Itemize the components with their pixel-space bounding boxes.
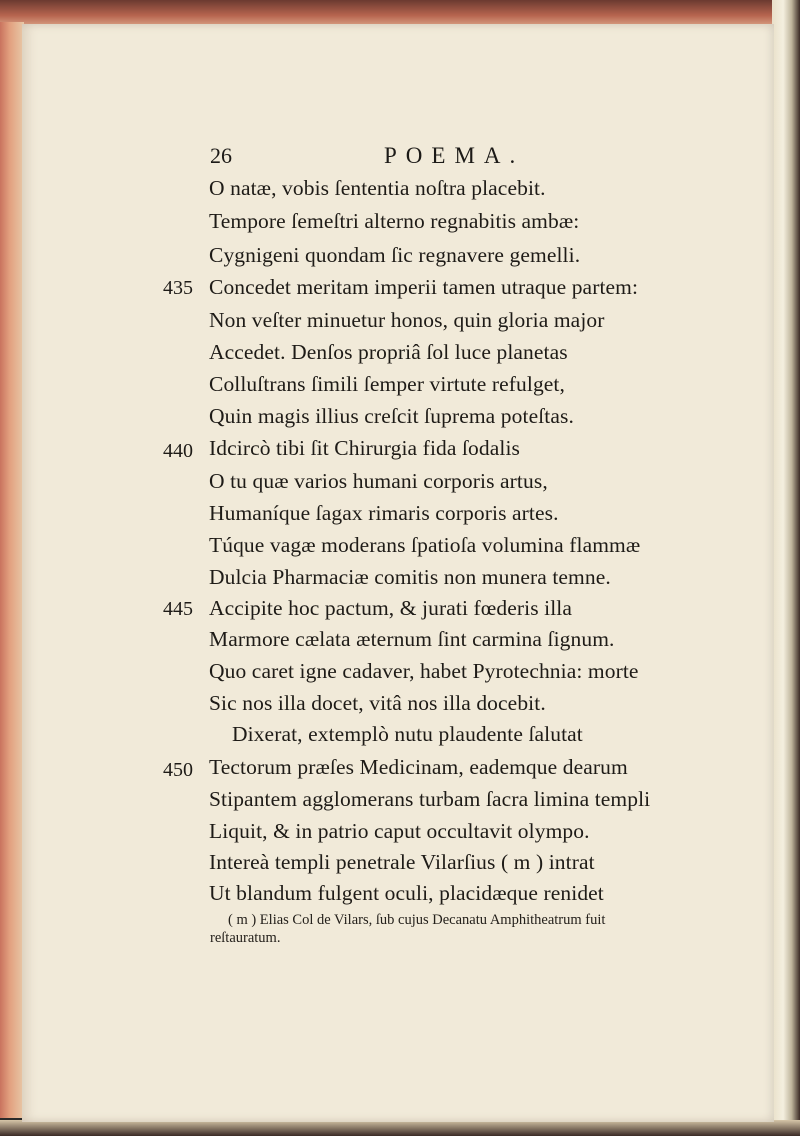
- verse-line: Quin magis illius creſcit ſuprema poteſtas.: [209, 404, 574, 428]
- verse-line: Intereà templi penetrale Vilarſius ( m ) intrat: [209, 850, 595, 874]
- page-header: [0, 143, 800, 173]
- verse-line: Accipite hoc pactum, & jurati fœderis illa: [209, 596, 573, 620]
- verse-line: Marmore cælata æternum ſint carmina ſignum.: [209, 627, 615, 651]
- line-number: 435: [163, 277, 193, 299]
- running-title: POEMA.: [384, 143, 525, 168]
- verse-line: Concedet meritam imperii tamen utraque partem:: [209, 275, 639, 299]
- verse-line: Cygnigeni quondam ſic regnavere gemelli.: [209, 243, 581, 267]
- verse-line: Tempore ſemeſtri alterno regnabitis ambæ:: [209, 209, 580, 233]
- verse-line: Accedet. Denſos propriâ ſol luce planetas: [209, 340, 568, 364]
- verse-line: Sic nos illa docet, vitâ nos illa docebit.: [209, 691, 546, 715]
- verse-line: Humaníque ſagax rimaris corporis artes.: [209, 501, 559, 525]
- line-number: 445: [163, 598, 193, 620]
- verse-line: Tectorum præſes Medicinam, eademque dearum: [209, 755, 628, 779]
- footnote-line: reſtauratum.: [210, 930, 281, 946]
- book-bottom-edge: [0, 1120, 800, 1136]
- verse-line: Dixerat, extemplò nutu plaudente ſalutat: [232, 722, 583, 746]
- footnote-line: ( m ) Elias Col de Vilars, ſub cujus Decanatu Amphitheatrum fuit: [228, 912, 606, 928]
- verse-line: O natæ, vobis ſententia noſtra placebit.: [209, 176, 546, 200]
- verse-line: Non veſter minuetur honos, quin gloria major: [209, 308, 605, 332]
- verse-line: Liquit, & in patrio caput occultavit olympo.: [209, 819, 590, 843]
- verse-line: Colluſtrans ſimili ſemper virtute refulget,: [209, 372, 565, 396]
- page-number: 26: [210, 143, 232, 168]
- verse-line: Ut blandum fulgent oculi, placidæque renidet: [209, 881, 604, 905]
- book-left-edge: [0, 22, 24, 1118]
- line-number: 450: [163, 759, 193, 781]
- verse-line: O tu quæ varios humani corporis artus,: [209, 469, 548, 493]
- verse-line: Quo caret igne cadaver, habet Pyrotechnia: morte: [209, 659, 639, 683]
- line-number: 440: [163, 440, 193, 462]
- verse-line: Idcircò tibi ſit Chirurgia fida ſodalis: [209, 436, 521, 460]
- verse-line: Stipantem agglomerans turbam ſacra limina templi: [209, 787, 651, 811]
- book-top-edge: [0, 0, 800, 26]
- verse-line: Dulcia Pharmaciæ comitis non munera temne.: [209, 565, 611, 589]
- verse-line: Túque vagæ moderans ſpatioſa volumina flammæ: [209, 533, 641, 557]
